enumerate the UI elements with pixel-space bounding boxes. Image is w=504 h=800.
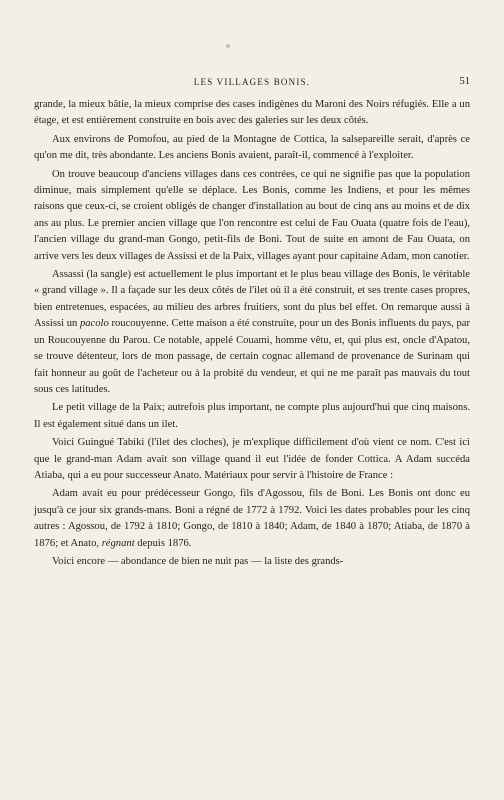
paragraph-6: Voici Guingué Tabiki (l'ilet des cloches), je m'explique difficilement d'où vient ce nom. C'est ici que le grand-man Adam avait son village quand il eut l'idée de fonder Cottica. A Adam succéda Atiaba, qui a eu pour successeur Anato. Matériaux pour servir à l'histoire de France :: [34, 437, 470, 481]
paragraph-7-part-b: depuis 1876.: [134, 537, 192, 549]
paragraph-8: Voici encore — abondance de bien ne nuit pas — la liste des grands-: [52, 555, 344, 567]
running-header: [34, 77, 470, 91]
paragraph-2: Aux environs de Pomofou, au pied de la Montagne de Cottica, la salsepareille serait, d'après ce qu'on me dit, très abondante. Les anciens Bonis avaient, paraît-il, commencé à l'exploiter.: [34, 133, 470, 162]
paragraph-5: Le petit village de la Paix; autrefois plus important, ne compte plus aujourd'hui que cinq maisons. Il est également situé dans un ilet.: [34, 402, 470, 430]
running-title: LES VILLAGES BONIS.: [193, 77, 311, 87]
paragraph-4: [34, 267, 470, 398]
paragraph-3: On trouve beaucoup d'anciens villages dans ces contrées, ce qui ne signifie pas que la population diminue, mais simplement qu'elle se déplace. Les Bonis, comme les Indiens, et pour les mêmes raisons que ceux-ci, se croient obligés de changer d'installation au bout de cinq ans au moins et de dix ans au plus. Le premier ancien village que l'on rencontre est celui de Fau Ouata (quatre fois de l'eau), l'ancien village du grand-man Gongo, petit-fils de Boni. Tout de suite en amont de Fau Ouata, on arrive vers les deux villages de Assissi et de la Paix, villages ayant pour capitaine Adam, mon canotier.: [34, 168, 470, 262]
paragraph-7-italic: régnant: [101, 537, 135, 549]
paragraph-1: grande, la mieux bâtie, la mieux comprise des cases indigènes du Maroni des Noirs réfugiés. Elle a un étage, et est entièrement construite en bois avec des galeries sur les deux côtés.: [34, 99, 470, 127]
body-text: [34, 97, 470, 572]
paragraph-4-italic: pacolo: [79, 318, 109, 330]
page-number: 51: [459, 76, 470, 87]
paragraph-4-part-b: roucouyenne. Cette maison a été construite, pour un des Bonis influents du pays, par un Roucouyenne du Parou. Ce notable, appelé Couami, homme vêtu, et, qui plus est, oncle d'Apatou, se trouve détenteur, lors de mon passage, de certain cognac allemand de provenance de Surinam qui fait honneur au goût de l'acheteur ou à la probité du vendeur, et qui ne me paraît pas mauvais du tout sous ces latitudes.: [34, 318, 470, 395]
paragraph-4-part-a: Assassi (la sangle) est actuellement le plus important et le plus beau village des Bonis, le véritable « grand village ». Il a façade sur les deux côtés de l'ilet où il a été construit, et ses trente cases propres, bien entretenues, espacées, au milieu des arbres fruitiers, sont du plus bel effet. On remarque aussi à Assissi un: [34, 269, 470, 330]
paper-speck: [226, 44, 230, 48]
paragraph-7-part-a: Adam avait eu pour prédécesseur Gongo, fils d'Agossou, fils de Boni. Les Bonis ont donc eu jusqu'à ce jour six grands-mans. Boni a régné de 1772 à 1792. Voici les dates probables pour les cinq autres : Agossou, de 1792 à 1810; Gongo, de 1810 à 1840; Adam, de 1840 à 1870; Atiaba, de 1870 à 1876; et Anato,: [34, 488, 470, 549]
paragraph-7: [34, 486, 470, 552]
